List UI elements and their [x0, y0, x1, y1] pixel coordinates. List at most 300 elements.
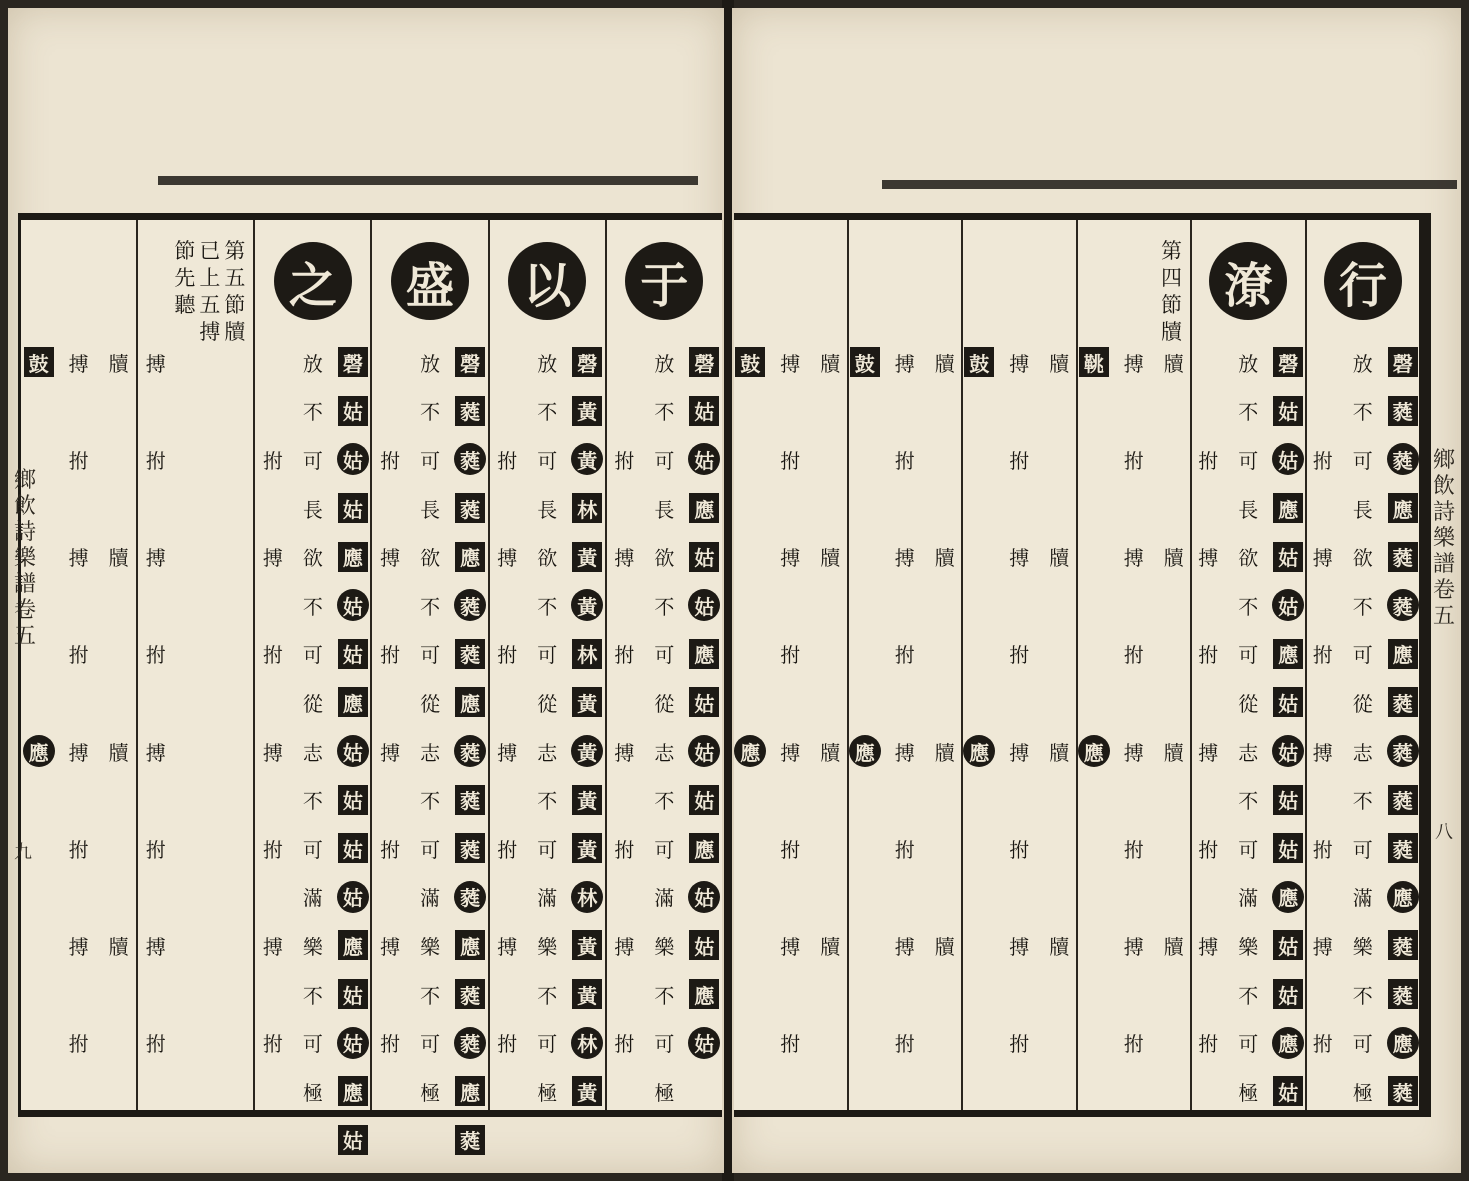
empty-cell	[846, 435, 884, 484]
empty-cell	[846, 581, 884, 630]
notation-cell	[926, 921, 964, 970]
notation-cell	[411, 532, 449, 581]
empty-cell	[605, 484, 643, 533]
notation-cell	[960, 338, 998, 387]
empty-cell	[731, 970, 769, 1019]
notation-cell	[294, 1067, 332, 1116]
lyric-char: 牘	[934, 546, 955, 571]
empty-cell	[1189, 387, 1227, 436]
notation-cell	[1229, 387, 1267, 436]
empty-cell	[811, 775, 849, 824]
lyric-char: 拊	[262, 643, 283, 668]
lyric-char: 拊	[380, 1032, 401, 1057]
notation-track	[371, 338, 409, 1164]
empty-cell	[1040, 824, 1078, 873]
left-columns	[21, 220, 722, 1154]
empty-cell	[217, 1018, 255, 1067]
notation-cell	[1344, 1067, 1382, 1116]
notation-cell	[1384, 1067, 1422, 1116]
empty-cell	[886, 1067, 924, 1116]
notation-track	[771, 338, 809, 1116]
pitch-mark: 姑	[1273, 1076, 1303, 1106]
notation-cell	[1229, 581, 1267, 630]
pitch-mark: 姑	[688, 443, 720, 475]
notation-cell	[685, 678, 723, 727]
pitch-mark: 蕤	[455, 785, 485, 815]
notation-cell	[645, 435, 683, 484]
notation-cell	[1155, 532, 1193, 581]
notation-cell	[488, 921, 526, 970]
notation-cell	[451, 873, 489, 922]
notation-cell	[137, 1018, 175, 1067]
notation-cell	[568, 678, 606, 727]
pitch-mark: 應	[455, 542, 485, 572]
notation-cell	[645, 630, 683, 679]
empty-cell	[60, 1067, 98, 1116]
lyric-char: 拊	[1312, 1032, 1333, 1057]
lyric-char: 欲	[1352, 546, 1373, 571]
note-char: 牘	[224, 320, 246, 344]
empty-cell	[1040, 678, 1078, 727]
notation-cell	[1229, 435, 1267, 484]
notation-cell	[1304, 532, 1342, 581]
empty-cell	[100, 678, 138, 727]
lyric-char: 拊	[614, 837, 635, 862]
notation-cell	[771, 1018, 809, 1067]
empty-cell	[731, 387, 769, 436]
notation-cell	[60, 727, 98, 776]
notation-cell	[1000, 532, 1038, 581]
lyric-char: 可	[537, 837, 558, 862]
lyric-char: 可	[537, 1032, 558, 1057]
lyric-char: 拊	[145, 1032, 166, 1057]
notation-cell	[60, 630, 98, 679]
pitch-mark: 姑	[337, 443, 369, 475]
empty-cell	[731, 532, 769, 581]
notation-cell	[1269, 1018, 1307, 1067]
lyric-char: 牘	[1163, 546, 1184, 571]
empty-cell	[605, 970, 643, 1019]
lyric-char: 牘	[1163, 351, 1184, 376]
notation-cell	[137, 435, 175, 484]
notation-cell	[294, 678, 332, 727]
notation-cell	[1269, 1067, 1307, 1116]
pitch-mark: 蕤	[455, 639, 485, 669]
notation-cell	[1269, 727, 1307, 776]
empty-cell	[811, 873, 849, 922]
notation-cell	[334, 630, 372, 679]
notation-stack	[1078, 338, 1191, 1116]
notation-cell	[334, 873, 372, 922]
empty-cell	[1115, 873, 1153, 922]
notation-cell	[294, 775, 332, 824]
lyric-char: 牘	[108, 740, 129, 765]
pitch-mark: 黃	[572, 1076, 602, 1106]
pitch-mark: 蕤	[454, 589, 486, 621]
empty-cell	[960, 678, 998, 727]
empty-cell	[100, 873, 138, 922]
empty-cell	[1115, 387, 1153, 436]
empty-cell	[960, 921, 998, 970]
notation-cell	[411, 775, 449, 824]
lyric-char: 拊	[380, 643, 401, 668]
notation-cell	[811, 727, 849, 776]
lyric-char: 搏	[1198, 546, 1219, 571]
notation-cell	[568, 630, 606, 679]
empty-cell	[1000, 873, 1038, 922]
empty-cell	[771, 581, 809, 630]
pitch-mark: 蕤	[1387, 443, 1419, 475]
empty-cell	[254, 678, 292, 727]
instrument-mark: 磬	[455, 347, 485, 377]
empty-cell	[100, 1067, 138, 1116]
empty-cell	[371, 775, 409, 824]
margin-char: 卷	[1432, 578, 1455, 603]
notation-cell	[568, 873, 606, 922]
notation-cell	[451, 921, 489, 970]
notation-cell	[1384, 824, 1422, 873]
empty-cell	[960, 824, 998, 873]
notation-cell	[685, 824, 723, 873]
lyric-char: 搏	[1123, 934, 1144, 959]
empty-cell	[177, 678, 215, 727]
notation-cell	[1344, 873, 1382, 922]
empty-cell	[20, 387, 58, 436]
lyric-char: 極	[537, 1080, 558, 1105]
lyric-char: 搏	[1009, 934, 1030, 959]
lyric-char: 拊	[1009, 837, 1030, 862]
lyric-char: 拊	[1009, 448, 1030, 473]
notation-cell	[334, 970, 372, 1019]
empty-cell	[488, 581, 526, 630]
instrument-mark: 鼓	[964, 347, 994, 377]
empty-cell	[488, 338, 526, 387]
notation-cell	[411, 873, 449, 922]
lyric-char: 拊	[614, 1032, 635, 1057]
lyric-char: 極	[1238, 1080, 1259, 1105]
lyric-char: 搏	[145, 934, 166, 959]
score-column	[370, 220, 487, 1154]
notation-cell	[137, 727, 175, 776]
notation-cell	[294, 970, 332, 1019]
lyric-header-char: 之	[274, 242, 352, 320]
empty-cell	[811, 970, 849, 1019]
notation-cell	[1189, 727, 1227, 776]
empty-cell	[217, 727, 255, 776]
score-column	[21, 220, 136, 1110]
lyric-char: 拊	[894, 1032, 915, 1057]
empty-cell	[1115, 678, 1153, 727]
instrument-mark: 磬	[1273, 347, 1303, 377]
empty-cell	[926, 435, 964, 484]
empty-cell	[811, 387, 849, 436]
empty-cell	[1075, 678, 1113, 727]
notation-cell	[1189, 435, 1227, 484]
lyric-char: 搏	[1123, 740, 1144, 765]
lyric-header-char: 行	[1324, 242, 1402, 320]
pitch-mark: 蕤	[454, 881, 486, 913]
pitch-mark: 黃	[572, 979, 602, 1009]
notation-cell	[411, 970, 449, 1019]
notation-cell	[60, 435, 98, 484]
notation-cell	[1384, 921, 1422, 970]
pitch-mark: 蕤	[455, 1125, 485, 1155]
notation-cell	[488, 824, 526, 873]
notation-track	[60, 338, 98, 1116]
notation-cell	[451, 727, 489, 776]
score-column	[253, 220, 370, 1154]
empty-cell	[217, 775, 255, 824]
lyric-char: 搏	[1198, 934, 1219, 959]
lyric-char: 拊	[1123, 643, 1144, 668]
empty-cell	[846, 921, 884, 970]
empty-cell	[137, 678, 175, 727]
empty-cell	[771, 484, 809, 533]
empty-cell	[1075, 581, 1113, 630]
left-folio: 九	[14, 842, 32, 863]
notation-cell	[528, 678, 566, 727]
notation-cell	[254, 532, 292, 581]
lyric-char: 樂	[1238, 934, 1259, 959]
empty-cell	[886, 678, 924, 727]
empty-cell	[960, 1018, 998, 1067]
lyric-char: 可	[1352, 643, 1373, 668]
empty-cell	[811, 678, 849, 727]
notation-cell	[1229, 873, 1267, 922]
empty-cell	[1304, 873, 1342, 922]
empty-cell	[488, 1067, 526, 1116]
empty-cell	[846, 484, 884, 533]
lyric-char: 搏	[497, 740, 518, 765]
lyric-char: 志	[654, 740, 675, 765]
top-rule	[882, 180, 1457, 189]
notation-cell	[411, 921, 449, 970]
empty-cell	[1075, 630, 1113, 679]
lyric-char: 志	[1352, 740, 1373, 765]
lyric-char: 可	[302, 448, 323, 473]
notation-cell	[1269, 775, 1307, 824]
empty-cell	[254, 581, 292, 630]
empty-cell	[1075, 532, 1113, 581]
lyric-char: 不	[654, 983, 675, 1008]
lyric-char: 不	[302, 400, 323, 425]
lyric-char: 可	[1238, 1032, 1259, 1057]
empty-cell	[731, 630, 769, 679]
lyric-char: 滿	[302, 886, 323, 911]
empty-cell	[1040, 1018, 1078, 1067]
empty-cell	[1075, 1018, 1113, 1067]
empty-cell	[1155, 824, 1193, 873]
pitch-mark: 蕤	[454, 735, 486, 767]
lyric-char: 牘	[934, 934, 955, 959]
empty-cell	[177, 630, 215, 679]
margin-char: 飲	[14, 494, 37, 519]
empty-cell	[926, 970, 964, 1019]
empty-cell	[254, 387, 292, 436]
pitch-mark: 黃	[571, 735, 603, 767]
notation-cell	[771, 532, 809, 581]
empty-cell	[771, 678, 809, 727]
notation-cell	[1344, 775, 1382, 824]
left-margin-title	[14, 468, 36, 650]
notation-cell	[334, 484, 372, 533]
notation-cell	[771, 921, 809, 970]
notation-stack	[490, 338, 605, 1116]
empty-cell	[488, 873, 526, 922]
notation-cell	[926, 727, 964, 776]
lyric-char: 滿	[1238, 886, 1259, 911]
lyric-char: 搏	[145, 546, 166, 571]
empty-cell	[254, 1067, 292, 1116]
empty-cell	[217, 873, 255, 922]
notation-cell	[685, 775, 723, 824]
notation-cell	[411, 581, 449, 630]
lyric-char: 不	[302, 789, 323, 814]
lyric-char: 搏	[780, 546, 801, 571]
pitch-mark: 姑	[688, 881, 720, 913]
empty-cell	[1304, 970, 1342, 1019]
notation-cell	[568, 824, 606, 873]
notation-cell	[137, 532, 175, 581]
notation-cell	[528, 581, 566, 630]
notation-cell	[528, 484, 566, 533]
notation-cell	[731, 727, 769, 776]
empty-cell	[100, 1018, 138, 1067]
notation-cell	[528, 630, 566, 679]
notation-cell	[645, 532, 683, 581]
pitch-mark: 應	[338, 542, 368, 572]
empty-cell	[100, 824, 138, 873]
notation-cell	[137, 921, 175, 970]
empty-cell	[217, 532, 255, 581]
lyric-char: 可	[420, 837, 441, 862]
empty-cell	[771, 387, 809, 436]
empty-cell	[217, 630, 255, 679]
notation-cell	[1344, 532, 1382, 581]
notation-cell	[528, 873, 566, 922]
lyric-char: 可	[1238, 448, 1259, 473]
empty-cell	[1040, 775, 1078, 824]
notation-cell	[1189, 921, 1227, 970]
lyric-char: 滿	[420, 886, 441, 911]
note-char: 牘	[1161, 320, 1182, 344]
empty-cell	[488, 775, 526, 824]
empty-cell	[1115, 775, 1153, 824]
lyric-char: 搏	[614, 546, 635, 571]
pitch-mark: 姑	[689, 396, 719, 426]
notation-cell	[254, 1018, 292, 1067]
lyric-char: 從	[1352, 691, 1373, 716]
notation-cell	[528, 775, 566, 824]
lyric-char: 拊	[614, 448, 635, 473]
empty-cell	[1040, 873, 1078, 922]
empty-cell	[20, 1067, 58, 1116]
notation-cell	[645, 484, 683, 533]
notation-track	[1040, 338, 1078, 1116]
pitch-mark: 林	[571, 1027, 603, 1059]
empty-cell	[846, 678, 884, 727]
lyric-char: 搏	[68, 351, 89, 376]
notation-cell	[1384, 338, 1422, 387]
margin-char: 詩	[1432, 500, 1455, 525]
notation-cell	[1229, 970, 1267, 1019]
lyric-char: 牘	[820, 546, 841, 571]
empty-cell	[60, 873, 98, 922]
lyric-char: 搏	[894, 934, 915, 959]
notation-cell	[294, 387, 332, 436]
lyric-char: 放	[537, 351, 558, 376]
notation-cell	[605, 921, 643, 970]
notation-cell	[1000, 727, 1038, 776]
notation-cell	[605, 727, 643, 776]
lyric-char: 樂	[302, 934, 323, 959]
empty-cell	[846, 970, 884, 1019]
notation-cell	[1040, 921, 1078, 970]
empty-cell	[371, 484, 409, 533]
empty-cell	[20, 873, 58, 922]
empty-cell	[731, 824, 769, 873]
notation-cell	[60, 824, 98, 873]
notation-cell	[411, 1067, 449, 1116]
notation-cell	[685, 630, 723, 679]
empty-cell	[605, 1067, 643, 1116]
lyric-char: 拊	[68, 448, 89, 473]
notation-cell	[528, 1067, 566, 1116]
instrument-mark: 磬	[689, 347, 719, 377]
empty-cell	[846, 532, 884, 581]
pitch-mark: 蕤	[455, 396, 485, 426]
empty-cell	[731, 873, 769, 922]
notation-cell	[334, 775, 372, 824]
empty-cell	[1000, 387, 1038, 436]
right-columns	[734, 220, 1419, 1110]
empty-cell	[1155, 581, 1193, 630]
notation-cell	[1384, 873, 1422, 922]
lyric-char: 拊	[1312, 448, 1333, 473]
lyric-char: 長	[1352, 497, 1373, 522]
notation-cell	[528, 970, 566, 1019]
notation-stack	[607, 338, 722, 1116]
empty-cell	[177, 532, 215, 581]
lyric-char: 拊	[780, 837, 801, 862]
notation-track	[1344, 338, 1382, 1116]
empty-cell	[177, 921, 215, 970]
notation-cell	[488, 630, 526, 679]
pitch-mark: 應	[1272, 1027, 1304, 1059]
notation-cell	[1269, 824, 1307, 873]
lyric-char: 放	[1352, 351, 1373, 376]
pitch-mark: 應	[1272, 881, 1304, 913]
pitch-mark: 姑	[689, 785, 719, 815]
notation-cell	[1384, 581, 1422, 630]
empty-cell	[20, 678, 58, 727]
empty-cell	[960, 387, 998, 436]
pitch-mark: 蕤	[1388, 396, 1418, 426]
empty-cell	[1155, 970, 1193, 1019]
note-char: 五	[199, 293, 221, 317]
notation-cell	[1304, 630, 1342, 679]
lyric-char: 拊	[1009, 643, 1030, 668]
notation-cell	[1229, 1018, 1267, 1067]
pitch-mark: 姑	[688, 735, 720, 767]
notation-cell	[1344, 435, 1382, 484]
empty-cell	[137, 1067, 175, 1116]
lyric-char: 可	[420, 448, 441, 473]
lyric-char: 搏	[1312, 546, 1333, 571]
score-column	[1190, 220, 1305, 1110]
pitch-mark: 姑	[689, 930, 719, 960]
notation-cell	[1344, 484, 1382, 533]
